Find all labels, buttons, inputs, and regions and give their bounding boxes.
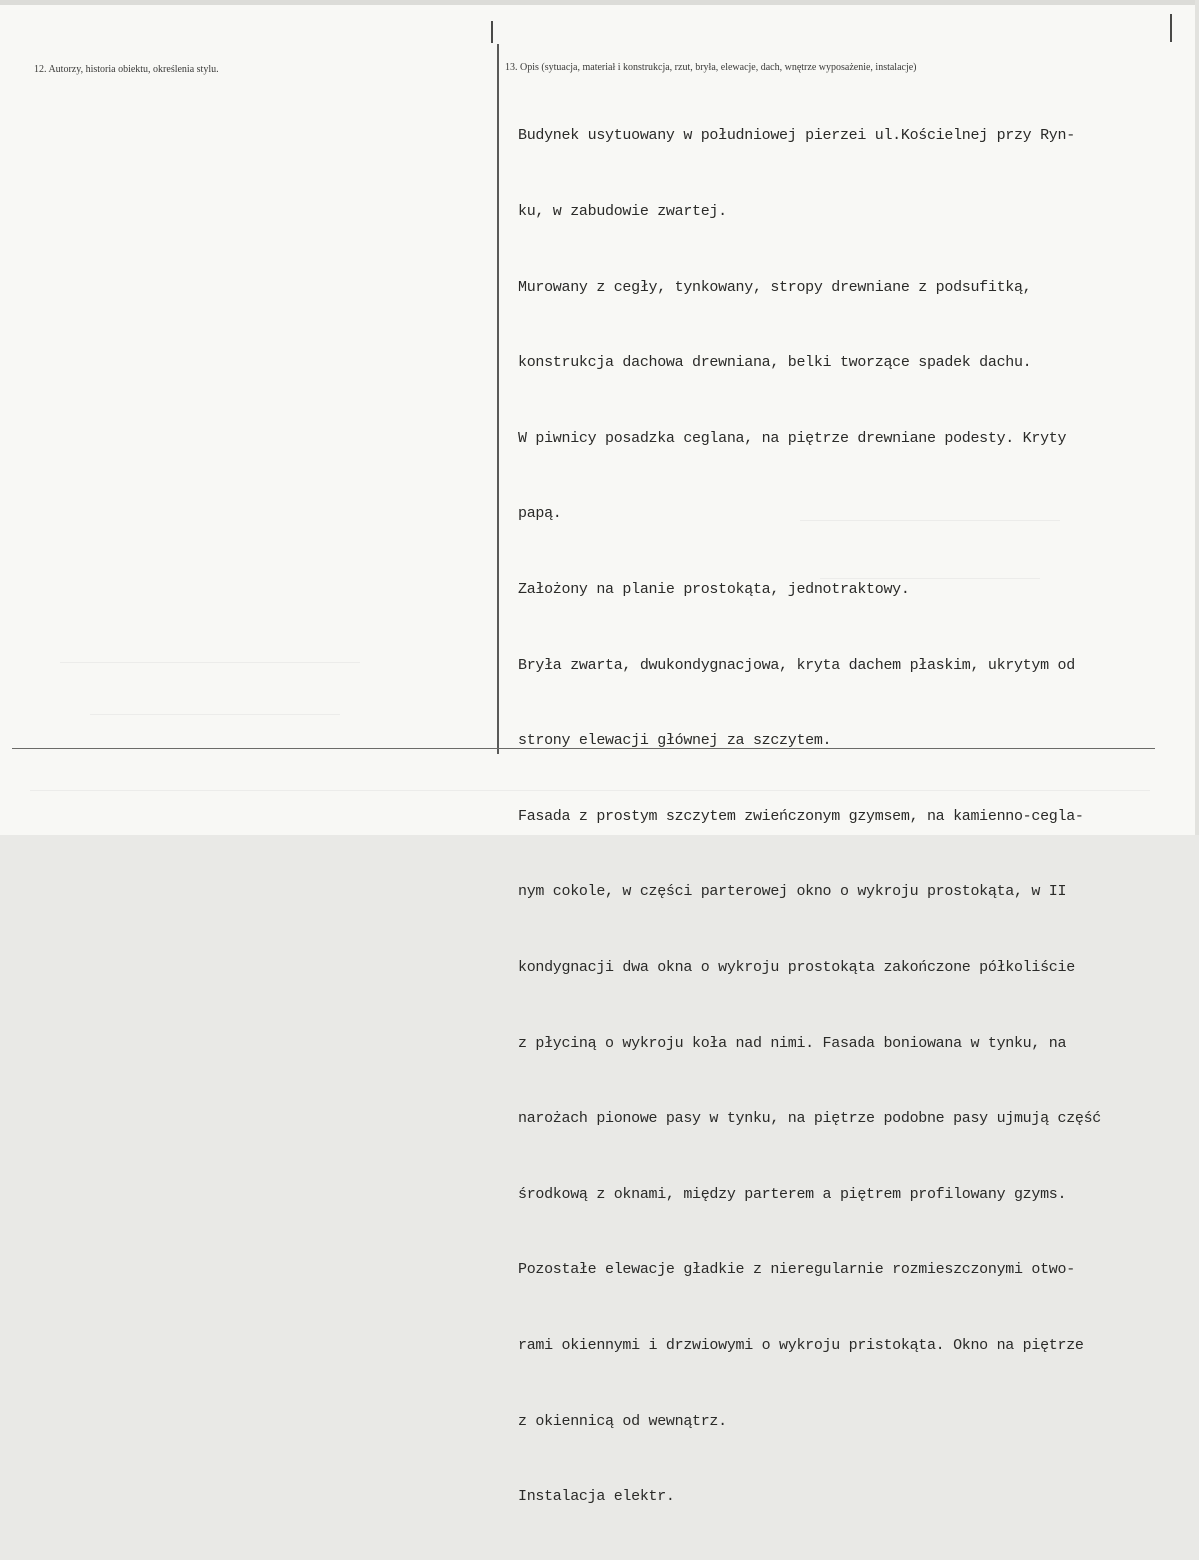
- sheet-right-edge: [1195, 0, 1199, 835]
- description-line: Fasada z prostym szczytem zwieńczonym gzymsem, na kamienno-cegla-: [518, 807, 1084, 825]
- description-line: Instalacja elektr.: [518, 1488, 675, 1506]
- description-line: kondygnacji dwa okna o wykroju prostokąta zakończone półkoliście: [518, 958, 1075, 976]
- description-line: rami okiennymi i drzwiowymi o wykroju pristokąta. Okno na piętrze: [518, 1336, 1084, 1354]
- description-line: środkową z oknami, między parterem a piętrem profilowany gzyms.: [518, 1185, 1067, 1203]
- section-12-heading: 12. Autorzy, historia obiektu, określenia stylu.: [34, 64, 219, 75]
- description-line: z okiennicą od wewnątrz.: [518, 1412, 727, 1430]
- show-through-line: [60, 662, 360, 663]
- description-line: Murowany z cegły, tynkowany, stropy drewniane z podsufitką,: [518, 278, 1032, 296]
- show-through-line: [90, 714, 340, 715]
- description-line: W piwnicy posadzka ceglana, na piętrze drewniane podesty. Kryty: [518, 429, 1067, 447]
- description-line: konstrukcja dachowa drewniana, belki tworzące spadek dachu.: [518, 354, 1032, 372]
- column-divider-top-mark: [1170, 14, 1172, 42]
- section-13-heading: 13. Opis (sytuacja, materiał i konstrukcja, rzut, bryła, elewacje, dach, wnętrze wyposażenie, instalacje): [505, 62, 917, 73]
- column-divider: [497, 44, 499, 754]
- description-line: Założony na planie prostokąta, jednotraktowy.: [518, 580, 910, 598]
- sheet-top-edge: [0, 0, 1199, 5]
- column-divider-top-mark: [491, 21, 493, 43]
- description-line: papą.: [518, 505, 562, 523]
- description-line: strony elewacji głównej za szczytem.: [518, 732, 832, 750]
- description-line: nym cokole, w części parterowej okno o wykroju prostokąta, w II: [518, 883, 1067, 901]
- description-line: Bryła zwarta, dwukondygnacjowa, kryta dachem płaskim, ukrytym od: [518, 656, 1075, 674]
- description-line: ku, w zabudowie zwartej.: [518, 203, 727, 220]
- description-line: narożach pionowe pasy w tynku, na piętrze podobne pasy ujmują część: [518, 1110, 1101, 1128]
- description-text: [518, 73, 1101, 1560]
- description-line: Pozostałe elewacje gładkie z nieregularnie rozmieszczonymi otwo-: [518, 1261, 1075, 1279]
- description-line: Budynek usytuowany w południowej pierzei ul.Kościelnej przy Ryn-: [518, 127, 1075, 145]
- description-line: z płyciną o wykroju koła nad nimi. Fasada boniowana w tynku, na: [518, 1034, 1067, 1052]
